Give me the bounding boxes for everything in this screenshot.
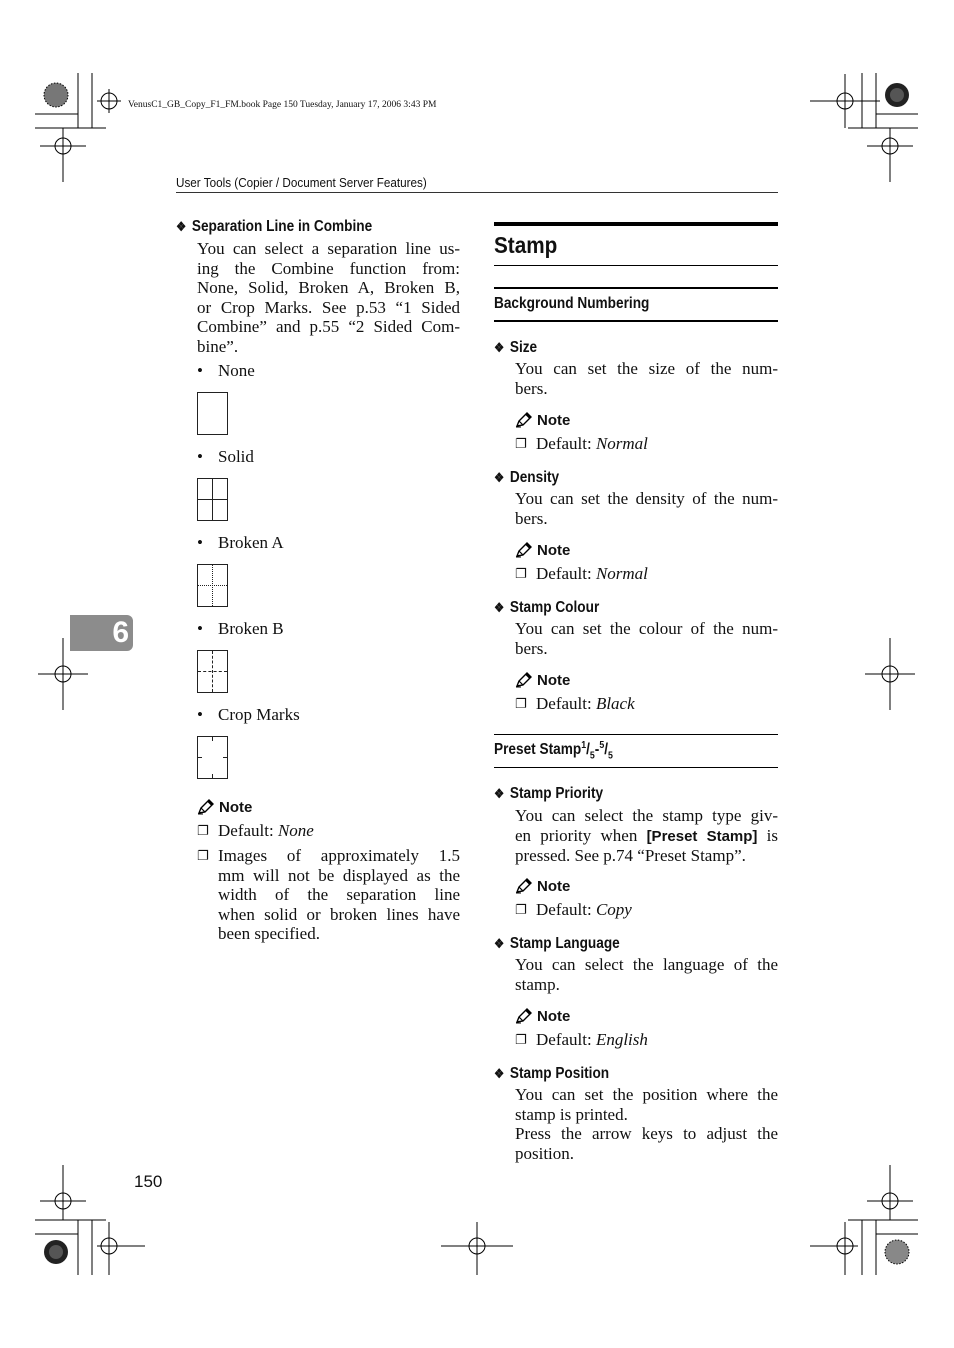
separation-line-heading: [176, 218, 372, 236]
thumb-solid: [197, 478, 228, 521]
option-broken-b: • Broken B: [197, 619, 284, 638]
separation-line-body: [197, 239, 460, 357]
preset-sub: 5: [589, 750, 595, 762]
heading-text: Size: [509, 339, 538, 356]
density-note-default: [515, 564, 648, 585]
heading-text: Stamp Position: [509, 1065, 610, 1082]
heading-text: Stamp Priority: [509, 785, 604, 802]
checkbox-icon: ❐: [515, 903, 527, 918]
body-line: You can set the position where the: [515, 1085, 778, 1104]
note-line: Images of approximately 1.5: [218, 846, 460, 865]
priority-body: [515, 806, 778, 866]
option-label: Broken B: [218, 619, 284, 638]
preset-stamp-key: [Preset Stamp]: [646, 827, 758, 845]
bg-numbering-top-rule: [494, 287, 778, 289]
heading-text: Stamp Colour: [509, 599, 600, 616]
note-prefix: Default:: [536, 564, 596, 583]
body-line: Press the arrow keys to adjust the: [515, 1124, 778, 1144]
note-heading: [197, 797, 252, 817]
checkbox-icon: ❐: [197, 849, 209, 864]
body-line: [515, 826, 778, 847]
option-solid: • Solid: [197, 447, 254, 466]
checkbox-icon: ❐: [515, 1033, 527, 1048]
body-line: You can select the stamp type giv-: [515, 806, 778, 825]
body-line: You can set the size of the num-: [515, 359, 778, 378]
note-line: mm will not be displayed as the: [218, 865, 460, 885]
priority-note-default: [515, 900, 632, 921]
note-line: width of the separation line: [218, 885, 460, 905]
pencil-icon: [515, 412, 533, 428]
density-note-heading: [515, 540, 570, 560]
note-default: [197, 821, 314, 842]
body-line: stamp.: [515, 974, 560, 994]
density-body: [515, 489, 778, 528]
language-heading: [494, 935, 620, 953]
stamp-bottom-rule: [494, 265, 778, 266]
checkbox-icon: ❐: [197, 824, 209, 839]
body-line: Combine” and p.55 “2 Sided Com-: [197, 317, 460, 337]
stamp-top-rule: [494, 222, 778, 226]
diamond-icon: ❖: [494, 1066, 505, 1081]
note-value: Black: [595, 694, 635, 713]
priority-heading: [494, 785, 603, 803]
body-text: en priority when: [515, 825, 647, 845]
preset-base: Preset Stamp: [494, 741, 582, 759]
size-note-heading: [515, 410, 570, 430]
language-body: [515, 955, 778, 994]
note-label: Note: [537, 877, 571, 895]
language-note-heading: [515, 1006, 570, 1026]
thumb-crop-marks: [197, 736, 228, 779]
note-value: Copy: [595, 900, 632, 919]
body-line: You can set the density of the num-: [515, 489, 778, 508]
note-label: Note: [219, 798, 253, 816]
body-text: is: [757, 825, 778, 845]
body-line: bine”.: [197, 336, 239, 356]
note-images: [197, 846, 460, 944]
note-prefix: Default:: [536, 900, 596, 919]
option-crop-marks: • Crop Marks: [197, 705, 300, 724]
option-none: • None: [197, 361, 255, 380]
stamp-title: Stamp: [494, 232, 558, 258]
note-prefix: Default:: [536, 434, 596, 453]
body-line: You can select the language of the: [515, 955, 778, 974]
pencil-icon: [197, 799, 215, 815]
preset-bottom-rule: [494, 767, 778, 768]
note-label: Note: [537, 541, 571, 559]
position-heading: [494, 1065, 609, 1083]
body-line: pressed. See p.74 “Preset Stamp”.: [515, 846, 746, 866]
body-line: bers.: [515, 508, 548, 528]
note-line: been specified.: [218, 924, 320, 944]
body-line: position.: [515, 1143, 575, 1163]
language-note-default: [515, 1030, 648, 1051]
heading-text: Density: [509, 469, 560, 486]
body-line: ing the Combine function from:: [197, 258, 460, 278]
preset-top-rule: [494, 734, 778, 735]
preset-stamp-title: Preset $Stamp^1/_5-^5/_5$: [494, 740, 613, 762]
note-label: Note: [537, 1007, 571, 1025]
note-label: Note: [537, 411, 571, 429]
pencil-icon: [515, 878, 533, 894]
header-rule: [176, 192, 778, 193]
density-heading: [494, 469, 559, 487]
note-value: Normal: [595, 564, 648, 583]
pencil-icon: [515, 672, 533, 688]
note-line: when solid or broken lines have: [218, 904, 460, 924]
note-label: Note: [537, 671, 571, 689]
diamond-icon: ❖: [494, 786, 505, 801]
body-line: You can select a separation line us-: [197, 239, 460, 258]
thumb-none: [197, 392, 228, 435]
colour-body: [515, 619, 778, 658]
body-line: or Crop Marks. See p.53 “1 Sided: [197, 297, 460, 317]
preset-sup: 5: [599, 740, 605, 751]
note-prefix: Default:: [536, 1030, 596, 1049]
preset-sub: 5: [608, 750, 613, 762]
pencil-icon: [515, 1008, 533, 1024]
thumb-broken-b: [197, 650, 228, 693]
checkbox-icon: ❐: [515, 437, 527, 452]
preset-sup: 1: [581, 740, 587, 751]
bg-numbering-title: Background Numbering: [494, 295, 650, 312]
option-label: Solid: [218, 447, 254, 466]
body-line: bers.: [515, 638, 548, 658]
priority-note-heading: [515, 876, 570, 896]
checkbox-icon: ❐: [515, 697, 527, 712]
heading-text: Stamp Language: [509, 935, 620, 952]
diamond-icon: ❖: [494, 936, 505, 951]
print-info: VenusC1_GB_Copy_F1_FM.book Page 150 Tuesday, January 17, 2006 3:43 PM: [128, 100, 437, 110]
size-note-default: [515, 434, 648, 455]
position-body: [515, 1085, 778, 1163]
pencil-icon: [515, 542, 533, 558]
body-line: stamp is printed.: [515, 1104, 628, 1124]
note-value: None: [277, 821, 314, 840]
preset-dash: -: [594, 741, 600, 759]
thumb-broken-a: [197, 564, 228, 607]
option-label: Crop Marks: [218, 705, 300, 724]
note-value: Normal: [595, 434, 648, 453]
diamond-icon: ❖: [494, 470, 505, 485]
option-broken-a: • Broken A: [197, 533, 284, 552]
option-label: None: [218, 361, 255, 380]
note-value: English: [595, 1030, 648, 1049]
chapter-tab: 6: [70, 615, 133, 651]
diamond-icon: ❖: [494, 340, 505, 355]
checkbox-icon: ❐: [515, 567, 527, 582]
diamond-icon: ❖: [176, 219, 187, 234]
size-body: [515, 359, 778, 398]
option-label: Broken A: [218, 533, 284, 552]
colour-note-default: [515, 694, 635, 715]
colour-note-heading: [515, 670, 570, 690]
colour-heading: [494, 599, 599, 617]
note-prefix: Default:: [536, 694, 596, 713]
body-line: None, Solid, Broken A, Broken B,: [197, 278, 460, 298]
size-heading: [494, 339, 537, 357]
bg-numbering-bottom-rule: [494, 320, 778, 322]
body-line: bers.: [515, 378, 548, 398]
running-head: User Tools (Copier / Document Server Features): [176, 175, 427, 190]
page-number: 150: [134, 1172, 163, 1191]
heading-text: Separation Line in Combine: [191, 218, 373, 235]
body-line: You can set the colour of the num-: [515, 619, 778, 638]
note-prefix: Default:: [218, 821, 278, 840]
diamond-icon: ❖: [494, 600, 505, 615]
